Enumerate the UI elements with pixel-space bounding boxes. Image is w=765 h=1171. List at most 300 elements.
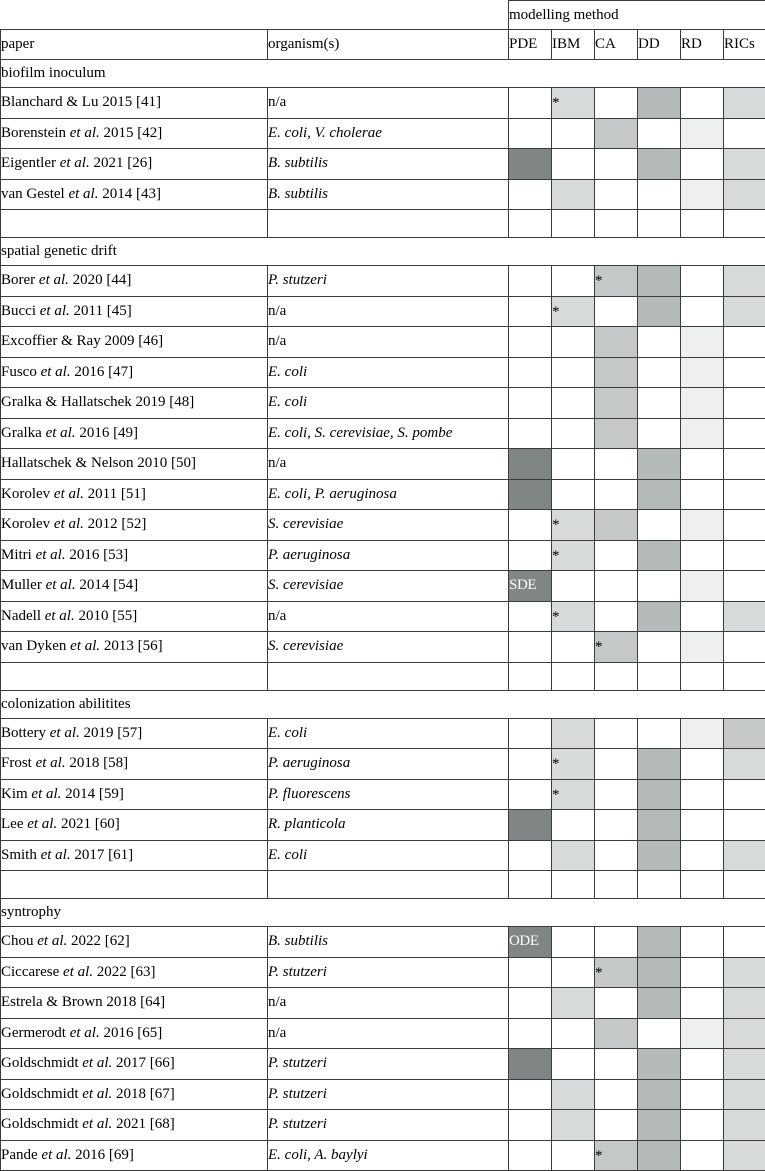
cell-method-ibm	[552, 1018, 595, 1049]
cell-method-ca	[595, 540, 638, 571]
cell-method-pde	[509, 388, 552, 419]
cell-method-dd	[638, 1049, 681, 1080]
cell-organism: P. stutzeri	[268, 266, 509, 297]
cell-method-dd	[638, 779, 681, 810]
cell-method-rics	[724, 1049, 765, 1080]
cell-organism: P. stutzeri	[268, 1079, 509, 1110]
cell-method-pde	[509, 179, 552, 210]
cell-paper: Frost et al. 2018 [58]	[1, 749, 268, 780]
cell-method-dd	[638, 749, 681, 780]
cell-method-dd	[638, 179, 681, 210]
cell-method-ibm	[552, 449, 595, 480]
cell-method-ibm	[552, 179, 595, 210]
cell-method-rd	[681, 327, 724, 358]
cell-paper: Chou et al. 2022 [62]	[1, 927, 268, 958]
cell-method-ca	[595, 449, 638, 480]
cell-method-rics	[724, 388, 765, 419]
cell-method-dd	[638, 296, 681, 327]
cell-paper: Goldschmidt et al. 2017 [66]	[1, 1049, 268, 1080]
cell-method-ca	[595, 1110, 638, 1141]
spacer-cell-method	[595, 210, 638, 238]
cell-method-ca	[595, 1140, 638, 1171]
cell-organism: S. cerevisiae	[268, 571, 509, 602]
cell-method-rics	[724, 632, 765, 663]
table-row	[1, 540, 765, 571]
cell-method-pde	[509, 88, 552, 119]
cell-method-dd	[638, 957, 681, 988]
column-header-organism: organism(s)	[268, 30, 509, 60]
cell-paper: Goldschmidt et al. 2018 [67]	[1, 1079, 268, 1110]
cell-method-rd	[681, 840, 724, 871]
cell-method-ca	[595, 179, 638, 210]
cell-method-rd	[681, 1110, 724, 1141]
cell-method-dd	[638, 149, 681, 180]
cell-paper: Blanchard & Lu 2015 [41]	[1, 88, 268, 119]
column-header-method-dd: DD	[638, 30, 681, 60]
cell-method-rd	[681, 810, 724, 841]
cell-organism: B. subtilis	[268, 927, 509, 958]
section-title-syntrophy: syntrophy	[1, 899, 765, 927]
cell-method-ibm	[552, 1110, 595, 1141]
cell-method-dd	[638, 479, 681, 510]
cell-method-dd	[638, 388, 681, 419]
cell-method-ibm	[552, 1140, 595, 1171]
asterisk-marker: *	[595, 274, 603, 289]
cell-method-rd	[681, 779, 724, 810]
cell-organism: P. aeruginosa	[268, 540, 509, 571]
cell-method-rics	[724, 1110, 765, 1141]
cell-method-pde	[509, 718, 552, 749]
cell-method-ca	[595, 266, 638, 297]
cell-organism: n/a	[268, 296, 509, 327]
table-row	[1, 749, 765, 780]
cell-paper: Nadell et al. 2010 [55]	[1, 601, 268, 632]
cell-method-rd	[681, 266, 724, 297]
table-row	[1, 779, 765, 810]
cell-method-ibm	[552, 749, 595, 780]
section-header-row	[1, 60, 765, 88]
cell-method-ca	[595, 418, 638, 449]
cell-method-ca	[595, 988, 638, 1019]
cell-paper: Pande et al. 2016 [69]	[1, 1140, 268, 1171]
cell-method-ca	[595, 749, 638, 780]
cell-method-pde	[509, 510, 552, 541]
cell-method-dd	[638, 1079, 681, 1110]
column-header-method-rd: RD	[681, 30, 724, 60]
table-header-columns-row	[1, 30, 765, 60]
cell-method-ca	[595, 957, 638, 988]
spacer-cell-organism	[268, 871, 509, 899]
cell-method-ibm	[552, 327, 595, 358]
cell-method-rd	[681, 296, 724, 327]
cell-method-dd	[638, 510, 681, 541]
cell-organism: P. fluorescens	[268, 779, 509, 810]
cell-organism: E. coli, P. aeruginosa	[268, 479, 509, 510]
cell-method-rd	[681, 479, 724, 510]
cell-method-ca	[595, 840, 638, 871]
section-title-colonization-abilitites: colonization abilitites	[1, 690, 765, 718]
cell-method-rics	[724, 718, 765, 749]
cell-method-dd	[638, 449, 681, 480]
cell-method-ca	[595, 601, 638, 632]
cell-method-rics	[724, 88, 765, 119]
cell-method-pde	[509, 118, 552, 149]
cell-method-pde	[509, 988, 552, 1019]
spacer-cell-organism	[268, 210, 509, 238]
table-row	[1, 1018, 765, 1049]
cell-method-dd	[638, 1140, 681, 1171]
cell-method-pde	[509, 632, 552, 663]
cell-method-pde	[509, 1079, 552, 1110]
cell-method-rd	[681, 601, 724, 632]
cell-method-rics	[724, 957, 765, 988]
method-label: ODE	[509, 934, 551, 949]
cell-method-pde	[509, 1018, 552, 1049]
cell-method-pde	[509, 601, 552, 632]
cell-method-pde	[509, 927, 552, 958]
asterisk-marker: *	[552, 610, 560, 625]
cell-organism: R. planticola	[268, 810, 509, 841]
cell-method-rics	[724, 779, 765, 810]
asterisk-marker: *	[552, 788, 560, 803]
asterisk-marker: *	[595, 966, 603, 981]
header-spacer	[1, 1, 509, 30]
section-spacer-row	[1, 871, 765, 899]
cell-method-dd	[638, 810, 681, 841]
cell-method-dd	[638, 266, 681, 297]
asterisk-marker: *	[595, 1149, 603, 1164]
cell-method-pde	[509, 540, 552, 571]
spacer-cell-method	[509, 210, 552, 238]
asterisk-marker: *	[552, 518, 560, 533]
table-row	[1, 149, 765, 180]
cell-method-ca	[595, 357, 638, 388]
section-header-row	[1, 238, 765, 266]
column-header-method-ibm: IBM	[552, 30, 595, 60]
table-row	[1, 1140, 765, 1171]
asterisk-marker: *	[552, 549, 560, 564]
cell-method-rics	[724, 179, 765, 210]
cell-method-ibm	[552, 810, 595, 841]
cell-method-rics	[724, 266, 765, 297]
cell-paper: van Dyken et al. 2013 [56]	[1, 632, 268, 663]
cell-method-ibm	[552, 957, 595, 988]
spacer-cell-method	[724, 871, 765, 899]
cell-method-ibm	[552, 779, 595, 810]
cell-organism: E. coli	[268, 388, 509, 419]
spacer-cell-method	[552, 662, 595, 690]
table-row	[1, 957, 765, 988]
cell-method-rics	[724, 296, 765, 327]
spacer-cell-method	[681, 210, 724, 238]
cell-method-pde	[509, 296, 552, 327]
column-header-method-pde: PDE	[509, 30, 552, 60]
cell-method-rics	[724, 1018, 765, 1049]
cell-method-rd	[681, 632, 724, 663]
cell-method-rd	[681, 449, 724, 480]
cell-method-rd	[681, 1079, 724, 1110]
asterisk-marker: *	[552, 757, 560, 772]
cell-organism: n/a	[268, 449, 509, 480]
cell-method-rics	[724, 571, 765, 602]
table-header-group-row	[1, 1, 765, 30]
cell-method-dd	[638, 571, 681, 602]
cell-method-rics	[724, 149, 765, 180]
cell-method-pde	[509, 449, 552, 480]
table-row	[1, 479, 765, 510]
section-header-row	[1, 899, 765, 927]
cell-organism: E. coli, S. cerevisiae, S. pombe	[268, 418, 509, 449]
cell-method-ca	[595, 327, 638, 358]
cell-method-ibm	[552, 357, 595, 388]
cell-paper: Hallatschek & Nelson 2010 [50]	[1, 449, 268, 480]
spacer-cell-paper	[1, 210, 268, 238]
cell-method-rics	[724, 418, 765, 449]
cell-method-ca	[595, 1079, 638, 1110]
cell-method-ibm	[552, 149, 595, 180]
cell-method-rd	[681, 718, 724, 749]
table-row	[1, 327, 765, 358]
cell-paper: Smith et al. 2017 [61]	[1, 840, 268, 871]
column-header-method-ca: CA	[595, 30, 638, 60]
table-row	[1, 601, 765, 632]
cell-method-ca	[595, 510, 638, 541]
cell-organism: n/a	[268, 988, 509, 1019]
cell-method-dd	[638, 988, 681, 1019]
cell-method-ibm	[552, 840, 595, 871]
spacer-cell-organism	[268, 662, 509, 690]
cell-method-ca	[595, 149, 638, 180]
table-row	[1, 1079, 765, 1110]
cell-method-rd	[681, 357, 724, 388]
cell-paper: Gralka et al. 2016 [49]	[1, 418, 268, 449]
cell-method-dd	[638, 840, 681, 871]
cell-method-rd	[681, 1140, 724, 1171]
cell-method-pde	[509, 1110, 552, 1141]
table-row	[1, 988, 765, 1019]
cell-method-ibm	[552, 601, 595, 632]
cell-method-ca	[595, 388, 638, 419]
cell-organism: B. subtilis	[268, 179, 509, 210]
cell-paper: Borenstein et al. 2015 [42]	[1, 118, 268, 149]
cell-paper: Korolev et al. 2012 [52]	[1, 510, 268, 541]
cell-method-rics	[724, 540, 765, 571]
table-row	[1, 118, 765, 149]
column-header-paper: paper	[1, 30, 268, 60]
spacer-cell-method	[638, 871, 681, 899]
cell-method-rd	[681, 1018, 724, 1049]
table-row	[1, 510, 765, 541]
asterisk-marker: *	[595, 640, 603, 655]
asterisk-marker: *	[552, 96, 560, 111]
cell-method-pde	[509, 1049, 552, 1080]
cell-organism: E. coli, A. baylyi	[268, 1140, 509, 1171]
cell-organism: B. subtilis	[268, 149, 509, 180]
cell-method-pde	[509, 840, 552, 871]
spacer-cell-method	[638, 662, 681, 690]
cell-paper: Estrela & Brown 2018 [64]	[1, 988, 268, 1019]
cell-paper: Bucci et al. 2011 [45]	[1, 296, 268, 327]
cell-method-dd	[638, 118, 681, 149]
cell-method-ibm	[552, 1049, 595, 1080]
cell-method-rics	[724, 449, 765, 480]
cell-organism: n/a	[268, 1018, 509, 1049]
spacer-cell-method	[595, 871, 638, 899]
cell-method-rd	[681, 571, 724, 602]
cell-method-rd	[681, 388, 724, 419]
table-row	[1, 840, 765, 871]
cell-method-dd	[638, 632, 681, 663]
cell-method-dd	[638, 1110, 681, 1141]
cell-method-rd	[681, 88, 724, 119]
cell-method-ibm	[552, 418, 595, 449]
cell-method-ca	[595, 810, 638, 841]
table-row	[1, 1110, 765, 1141]
table-row	[1, 179, 765, 210]
section-spacer-row	[1, 210, 765, 238]
cell-method-rd	[681, 957, 724, 988]
spacer-cell-method	[509, 662, 552, 690]
cell-organism: n/a	[268, 327, 509, 358]
cell-organism: P. stutzeri	[268, 957, 509, 988]
cell-method-rd	[681, 510, 724, 541]
table-row	[1, 388, 765, 419]
spacer-cell-method	[681, 662, 724, 690]
cell-method-ca	[595, 296, 638, 327]
cell-method-ibm	[552, 266, 595, 297]
method-label: SDE	[509, 578, 551, 593]
cell-method-ibm	[552, 540, 595, 571]
cell-method-dd	[638, 1018, 681, 1049]
cell-method-ca	[595, 1049, 638, 1080]
cell-paper: Ciccarese et al. 2022 [63]	[1, 957, 268, 988]
spacer-cell-method	[681, 871, 724, 899]
asterisk-marker: *	[552, 305, 560, 320]
spacer-cell-method	[595, 662, 638, 690]
cell-method-pde	[509, 571, 552, 602]
cell-method-pde	[509, 149, 552, 180]
cell-method-ibm	[552, 88, 595, 119]
cell-paper: Germerodt et al. 2016 [65]	[1, 1018, 268, 1049]
cell-organism: E. coli	[268, 840, 509, 871]
cell-method-ibm	[552, 1079, 595, 1110]
cell-organism: n/a	[268, 601, 509, 632]
cell-paper: Korolev et al. 2011 [51]	[1, 479, 268, 510]
cell-paper: Borer et al. 2020 [44]	[1, 266, 268, 297]
cell-method-ibm	[552, 118, 595, 149]
cell-method-rics	[724, 1140, 765, 1171]
spacer-cell-method	[638, 210, 681, 238]
cell-method-dd	[638, 601, 681, 632]
table-row	[1, 571, 765, 602]
cell-method-ibm	[552, 296, 595, 327]
cell-organism: P. aeruginosa	[268, 749, 509, 780]
spacer-cell-method	[552, 210, 595, 238]
cell-paper: van Gestel et al. 2014 [43]	[1, 179, 268, 210]
cell-paper: Muller et al. 2014 [54]	[1, 571, 268, 602]
cell-paper: Goldschmidt et al. 2021 [68]	[1, 1110, 268, 1141]
cell-method-ibm	[552, 632, 595, 663]
cell-method-dd	[638, 927, 681, 958]
cell-method-pde	[509, 957, 552, 988]
cell-organism: n/a	[268, 88, 509, 119]
cell-method-rd	[681, 179, 724, 210]
table-row	[1, 718, 765, 749]
cell-method-dd	[638, 88, 681, 119]
cell-method-ca	[595, 779, 638, 810]
cell-organism: P. stutzeri	[268, 1110, 509, 1141]
modelling-method-group-header: modelling method	[509, 1, 765, 30]
cell-organism: E. coli, V. cholerae	[268, 118, 509, 149]
cell-method-pde	[509, 810, 552, 841]
spacer-cell-method	[552, 871, 595, 899]
cell-method-rics	[724, 510, 765, 541]
cell-method-rd	[681, 1049, 724, 1080]
cell-method-rd	[681, 927, 724, 958]
cell-method-pde	[509, 327, 552, 358]
cell-method-rics	[724, 840, 765, 871]
cell-paper: Fusco et al. 2016 [47]	[1, 357, 268, 388]
cell-method-rics	[724, 927, 765, 958]
cell-method-ibm	[552, 927, 595, 958]
cell-method-rics	[724, 479, 765, 510]
cell-paper: Eigentler et al. 2021 [26]	[1, 149, 268, 180]
cell-method-pde	[509, 749, 552, 780]
cell-method-ca	[595, 479, 638, 510]
cell-method-ibm	[552, 718, 595, 749]
cell-method-dd	[638, 327, 681, 358]
cell-organism: E. coli	[268, 357, 509, 388]
cell-method-rics	[724, 988, 765, 1019]
cell-method-pde	[509, 357, 552, 388]
cell-method-ca	[595, 1018, 638, 1049]
cell-method-rd	[681, 418, 724, 449]
cell-organism: S. cerevisiae	[268, 510, 509, 541]
spacer-cell-method	[724, 662, 765, 690]
section-header-row	[1, 690, 765, 718]
cell-method-dd	[638, 718, 681, 749]
table-row	[1, 810, 765, 841]
cell-method-rics	[724, 357, 765, 388]
table-row	[1, 88, 765, 119]
cell-method-rd	[681, 118, 724, 149]
cell-method-ca	[595, 571, 638, 602]
cell-method-rics	[724, 327, 765, 358]
cell-method-ibm	[552, 988, 595, 1019]
cell-organism: E. coli	[268, 718, 509, 749]
table-row	[1, 296, 765, 327]
table-row	[1, 418, 765, 449]
section-title-biofilm-inoculum: biofilm inoculum	[1, 60, 765, 88]
cell-method-rics	[724, 810, 765, 841]
cell-method-rd	[681, 749, 724, 780]
cell-organism: P. stutzeri	[268, 1049, 509, 1080]
cell-method-ibm	[552, 510, 595, 541]
cell-paper: Kim et al. 2014 [59]	[1, 779, 268, 810]
cell-paper: Bottery et al. 2019 [57]	[1, 718, 268, 749]
cell-paper: Excoffier & Ray 2009 [46]	[1, 327, 268, 358]
table-row	[1, 1049, 765, 1080]
cell-method-rd	[681, 149, 724, 180]
cell-method-pde	[509, 479, 552, 510]
cell-paper: Gralka & Hallatschek 2019 [48]	[1, 388, 268, 419]
column-header-method-rics: RICs	[724, 30, 765, 60]
spacer-cell-paper	[1, 662, 268, 690]
cell-method-dd	[638, 357, 681, 388]
cell-method-ca	[595, 118, 638, 149]
table-row	[1, 927, 765, 958]
cell-method-rics	[724, 1079, 765, 1110]
